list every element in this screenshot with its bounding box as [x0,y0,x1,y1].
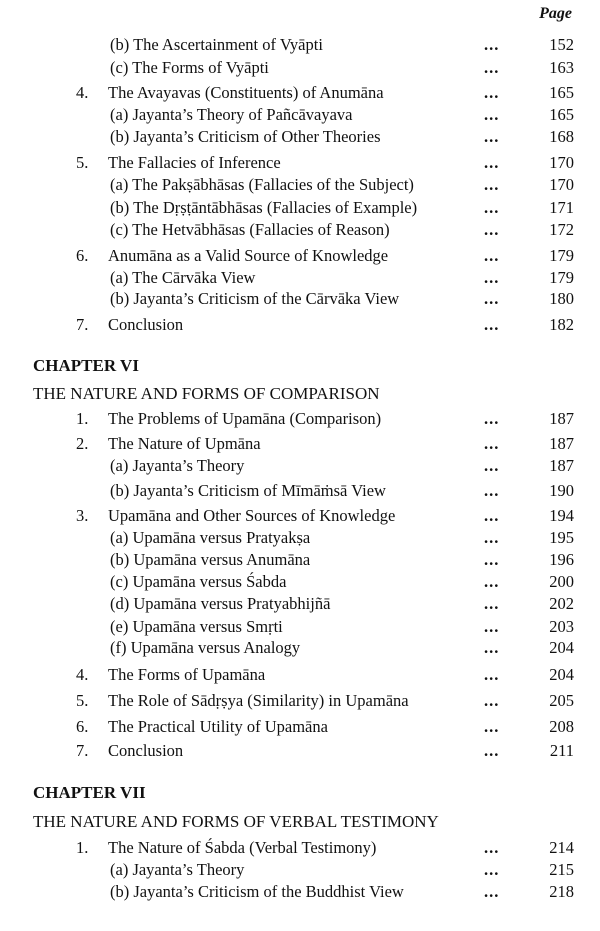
subentry-title: (a) Upamāna versus Pratyakṣa [110,528,311,547]
subentry-title: (a) The Cārvāka View [110,268,256,287]
page-number: 194 [549,506,574,525]
page-number: 218 [549,882,574,901]
page-number: 190 [549,481,574,500]
dot-leader: ... [484,289,500,308]
subentry-title: (b) The Ascertainment of Vyāpti [110,35,323,54]
subentry-title: (b) Jayanta’s Criticism of Mīmāṁsā View [110,481,386,500]
subentry-title: (c) The Forms of Vyāpti [110,58,269,77]
entry-title: The Fallacies of Inference [108,153,281,172]
dot-leader: ... [484,220,500,239]
entry-number: 6. [76,246,89,265]
entry-title: Conclusion [108,741,184,760]
page-number: 165 [549,105,574,124]
page-number: 182 [549,315,574,334]
entry-number: 5. [76,691,89,710]
chapter-title: THE NATURE AND FORMS OF VERBAL TESTIMONY [33,812,439,831]
entry-title: The Avayavas (Constituents) of Anumāna [108,83,384,102]
subentry-title: (f) Upamāna versus Analogy [110,638,301,657]
subentry-title: (d) Upamāna versus Pratyabhijñā [110,594,331,613]
page-number: 195 [549,528,574,547]
page-number: 187 [549,456,574,475]
page-number: 196 [549,550,574,569]
page-number: 179 [549,246,574,265]
page-number: 205 [549,691,574,710]
entry-number: 3. [76,506,89,525]
dot-leader: ... [484,58,500,77]
dot-leader: ... [484,127,500,146]
entry-number: 5. [76,153,89,172]
dot-leader: ... [484,882,500,901]
subentry-title: (b) The Dṛṣṭāntābhāsas (Fallacies of Example) [110,198,418,217]
page-number: 203 [549,617,574,636]
subentry-title: (e) Upamāna versus Smṛti [110,617,283,636]
subentry-title: (c) Upamāna versus Śabda [110,572,287,591]
page-number: 179 [549,268,574,287]
page-number: 170 [549,175,574,194]
dot-leader: ... [484,35,500,54]
entry-number: 1. [76,409,89,428]
entry-number: 1. [76,838,89,857]
page-number: 152 [549,35,574,54]
dot-leader: ... [484,315,500,334]
subentry-title: (b) Jayanta’s Criticism of the Cārvāka View [110,289,400,308]
dot-leader: ... [484,105,500,124]
entry-number: 7. [76,315,89,334]
dot-leader: ... [484,741,500,760]
dot-leader: ... [484,665,500,684]
page-number: 165 [549,83,574,102]
entry-title: Anumāna as a Valid Source of Knowledge [108,246,389,265]
page-number: 211 [549,741,574,760]
entry-number: 7. [76,741,89,760]
dot-leader: ... [484,246,500,265]
page-number: 187 [549,409,574,428]
page-number: 170 [549,153,574,172]
page-number: 204 [549,638,574,657]
page-number: 204 [549,665,574,684]
page-column-header: Page [539,5,572,22]
dot-leader: ... [484,434,500,453]
subentry-title: (a) Jayanta’s Theory [110,860,245,879]
dot-leader: ... [484,594,500,613]
chapter-heading: CHAPTER VII [33,783,146,802]
page-number: 200 [549,572,574,591]
page-number: 180 [549,289,574,308]
entry-title: Upamāna and Other Sources of Knowledge [108,506,396,525]
dot-leader: ... [484,83,500,102]
page-number: 202 [549,594,574,613]
entry-number: 4. [76,83,89,102]
page-number: 214 [549,838,574,857]
entry-title: The Forms of Upamāna [108,665,266,684]
dot-leader: ... [484,175,500,194]
page-number: 168 [549,127,574,146]
entry-title: The Nature of Upmāna [108,434,261,453]
subentry-title: (a) Jayanta’s Theory of Pañcāvayava [110,105,353,124]
dot-leader: ... [484,550,500,569]
dot-leader: ... [484,838,500,857]
dot-leader: ... [484,456,500,475]
dot-leader: ... [484,638,500,657]
entry-title: Conclusion [108,315,184,334]
entry-title: The Problems of Upamāna (Comparison) [108,409,382,428]
dot-leader: ... [484,481,500,500]
subentry-title: (a) The Pakṣābhāsas (Fallacies of the Subject) [110,175,414,194]
entry-number: 2. [76,434,89,453]
page-number: 163 [549,58,574,77]
page-number: 171 [549,198,574,217]
dot-leader: ... [484,268,500,287]
dot-leader: ... [484,153,500,172]
page-number: 172 [549,220,574,239]
page-number: 187 [549,434,574,453]
page-number: 215 [549,860,574,879]
chapter-heading: CHAPTER VI [33,356,139,375]
entry-number: 4. [76,665,89,684]
dot-leader: ... [484,860,500,879]
subentry-title: (b) Upamāna versus Anumāna [110,550,311,569]
subentry-title: (b) Jayanta’s Criticism of the Buddhist View [110,882,404,901]
dot-leader: ... [484,198,500,217]
dot-leader: ... [484,409,500,428]
subentry-title: (b) Jayanta’s Criticism of Other Theories [110,127,381,146]
entry-number: 6. [76,717,89,736]
entry-title: The Role of Sādṛṣya (Similarity) in Upamāna [108,691,409,710]
dot-leader: ... [484,691,500,710]
dot-leader: ... [484,717,500,736]
dot-leader: ... [484,617,500,636]
dot-leader: ... [484,572,500,591]
subentry-title: (c) The Hetvābhāsas (Fallacies of Reason) [110,220,390,239]
entry-title: The Practical Utility of Upamāna [108,717,328,736]
subentry-title: (a) Jayanta’s Theory [110,456,245,475]
dot-leader: ... [484,506,500,525]
dot-leader: ... [484,528,500,547]
page-number: 208 [549,717,574,736]
entry-title: The Nature of Śabda (Verbal Testimony) [108,838,377,857]
chapter-title: THE NATURE AND FORMS OF COMPARISON [33,384,380,403]
